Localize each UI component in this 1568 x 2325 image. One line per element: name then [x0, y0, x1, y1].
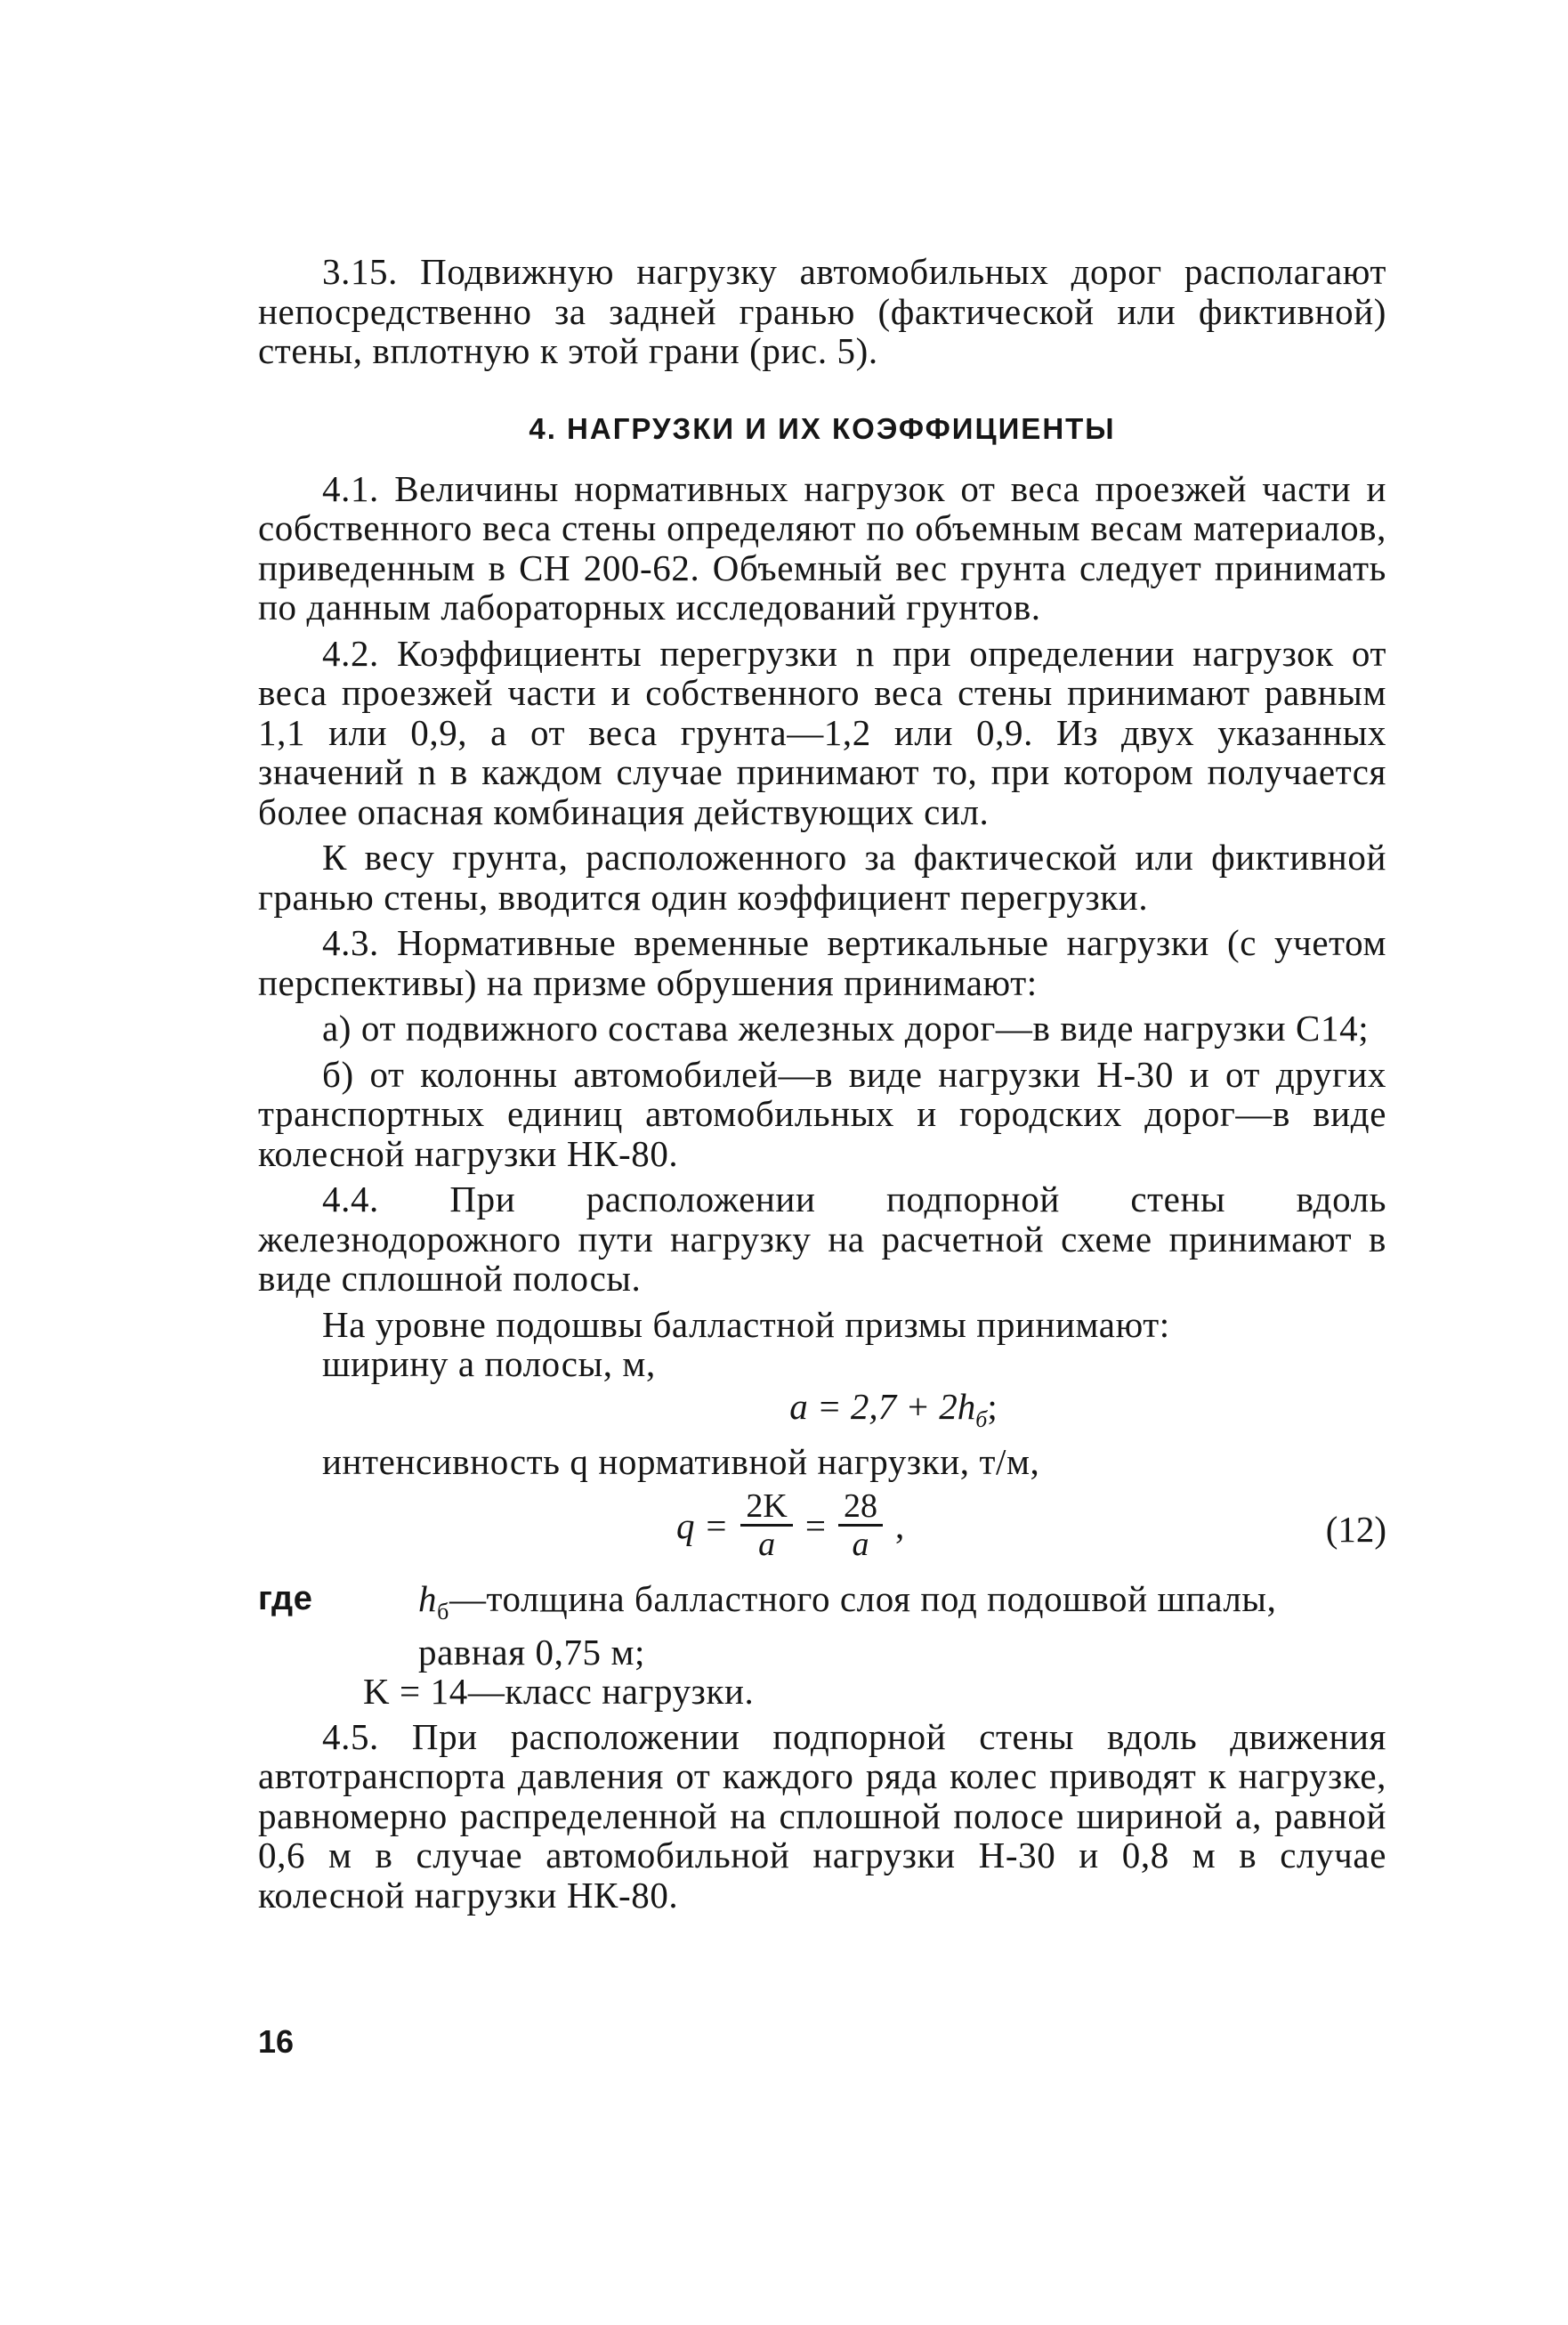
- formula-width-end: ;: [987, 1385, 998, 1427]
- paragraph-4-2-soil: К весу грунта, расположенного за фактической или фиктивной гранью стены, вводится один коэффициент перегрузки.: [258, 837, 1386, 918]
- paragraph-4-3-a: а) от подвижного состава железных дорог—в виде нагрузки С14;: [322, 1008, 1370, 1049]
- paragraph-4-4: 4.4. При расположении подпорной стены вдоль железнодорожного пути нагрузку на расчетной схеме принимают в виде сплошной полосы.: [258, 1179, 1386, 1299]
- formula-q-num-2: 28: [838, 1488, 883, 1527]
- formula-q-den-2: a: [852, 1526, 869, 1564]
- page-number: 16: [258, 2023, 295, 2060]
- paragraph-4-3-b: б) от колонны автомобилей—в виде нагрузки Н-30 и от других транспортных единиц автомобильных и городских дорог—в виде колесной нагрузки НК-80.: [258, 1053, 1386, 1174]
- where-k: K = 14—класс нагрузки.: [363, 1671, 755, 1713]
- section-title: 4. НАГРУЗКИ И ИХ КОЭФФИЦИЕНТЫ: [529, 411, 1116, 445]
- formula-width-body: a = 2,7 + 2h: [789, 1385, 976, 1427]
- paragraph-4-2: 4.2. Коэффициенты перегрузки n при определении нагрузок от веса проезжей части и собственного веса стены принимают равным 1,1 или 0,9, а от веса грунта—1,2 или 0,9. Из двух указанных значений n в каждом случае принимают то, при котором получается более опасная комбинация действующих сил.: [258, 632, 1386, 832]
- formula-intensity: [258, 1481, 1386, 1579]
- where-h-symbol: h: [418, 1578, 438, 1620]
- paragraph-4-3: 4.3. Нормативные временные вертикальные нагрузки (с учетом перспективы) на призме обрушения принимают:: [258, 922, 1386, 1003]
- paragraph-4-4-width: ширину a полосы, м,: [322, 1343, 656, 1384]
- paragraph-3-15: 3.15. Подвижную нагрузку автомобильных дорог располагают непосредственно за задней гранью (фактической или фиктивной) стены, вплотную к этой грани (рис. 5).: [258, 251, 1386, 371]
- where-h-text: —толщина балластного слоя под подошвой шпалы, равная 0,75 м;: [418, 1578, 1277, 1673]
- formula-q-eq: =: [804, 1504, 826, 1546]
- formula-q-lhs: q =: [676, 1504, 729, 1546]
- formula-q-end: ,: [895, 1504, 905, 1546]
- formula-q-den-1: a: [758, 1526, 776, 1564]
- formula-width: [258, 1384, 1386, 1442]
- paragraph-4-4-level: На уровне подошвы балластной призмы принимают:: [322, 1303, 1170, 1345]
- paragraph-4-5: 4.5. При расположении подпорной стены вдоль движения автотранспорта давления от каждого ряда колес приводят к нагрузке, равномерно распределенной на сплошной полосе шириной a, равной 0,6 м в случае автомобильной нагрузки Н-30 и 0,8 м в случае колесной нагрузки НК-80.: [258, 1715, 1386, 1916]
- formula-q-frac-1: [740, 1488, 792, 1562]
- formula-width-sub: б: [975, 1406, 988, 1432]
- where-h-sub: б: [437, 1599, 449, 1625]
- where-h-text-wrap: [418, 1579, 1386, 1672]
- paragraph-4-4-intensity: интенсивность q нормативной нагрузки, т/м,: [322, 1440, 1040, 1482]
- paragraph-4-1: 4.1. Величины нормативных нагрузок от веса проезжей части и собственного веса стены определяют по объемным весам материалов, приведенным в СН 200-62. Объемный вес грунта следует принимать по данным лабораторных исследований грунтов.: [258, 467, 1386, 628]
- text-column: [258, 252, 1386, 1921]
- formula-q-num-1: 2K: [740, 1488, 792, 1527]
- where-block: [258, 1579, 1386, 1672]
- equation-number: (12): [1325, 1509, 1386, 1551]
- formula-q-frac-2: [838, 1488, 883, 1562]
- where-label: где: [258, 1580, 313, 1618]
